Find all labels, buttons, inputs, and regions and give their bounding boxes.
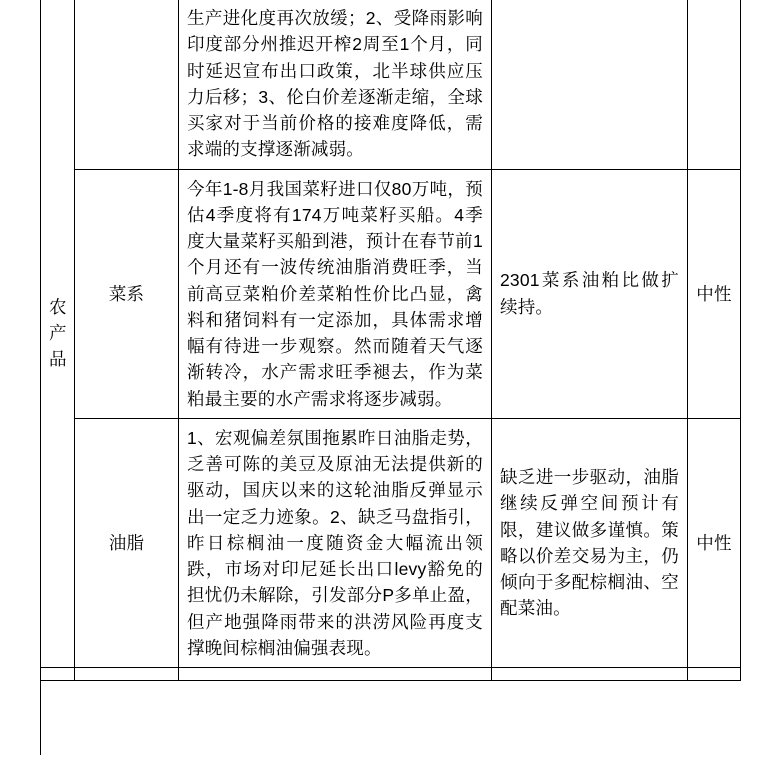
signal-cell: 中性 [688,418,741,667]
view-cell: 缺乏进一步驱动，油脂继续反弹空间预计有限，建议做多谨慎。策略以价差交易为主，仍倾向于多配棕榈油、空配菜油。 [492,418,688,667]
subject-cell: 油脂 [75,418,179,667]
view-cell [492,0,688,169]
view-cell [492,668,688,681]
subject-cell [75,0,179,169]
table-row [41,0,741,169]
analysis-cell: 生产进化度再次放缓；2、受降雨影响印度部分州推迟开榨2周至1个月，同时延迟宣布出口政策，北半球供应压力后移；3、伦白价差逐渐走缩，全球买家对于当前价格的接难度降低，需求端的支撑逐渐减弱。 [179,0,492,169]
signal-cell [688,0,741,169]
signal-cell: 中性 [688,169,741,418]
subject-cell [75,668,179,681]
analysis-cell: 今年1-8月我国菜籽进口仅80万吨，预估4季度将有174万吨菜籽买船。4季度大量菜籽买船到港，预计在春节前1个月还有一波传统油脂消费旺季，当前高豆菜粕价差菜粕性价比凸显，禽料和猪饲料有一定添加，具体需求增幅有待进一步观察。然而随着天气逐渐转冷，水产需求旺季褪去，作为菜粕最主要的水产需求将逐步减弱。 [179,169,492,418]
analysis-cell [179,668,492,681]
subject-cell: 菜系 [75,169,179,418]
table-row [41,668,741,681]
category-cell [41,668,75,681]
category-cell: 农产品 [41,0,75,668]
view-cell: 2301菜系油粕比做扩续持。 [492,169,688,418]
table-row [41,169,741,418]
agricultural-products-table [40,0,741,681]
table-row [41,418,741,667]
signal-cell [688,668,741,681]
page-left-rule [40,0,41,755]
analysis-cell: 1、宏观偏差氛围拖累昨日油脂走势，乏善可陈的美豆及原油无法提供新的驱动，国庆以来的这轮油脂反弹显示出一定乏力迹象。2、缺乏马盘指引，昨日棕榈油一度随资金大幅流出领跌，市场对印尼延长出口levy豁免的担忧仍未解除，引发部分P多单止盈，但产地强降雨带来的洪涝风险再度支撑晚间棕榈油偏强表现。 [179,418,492,667]
